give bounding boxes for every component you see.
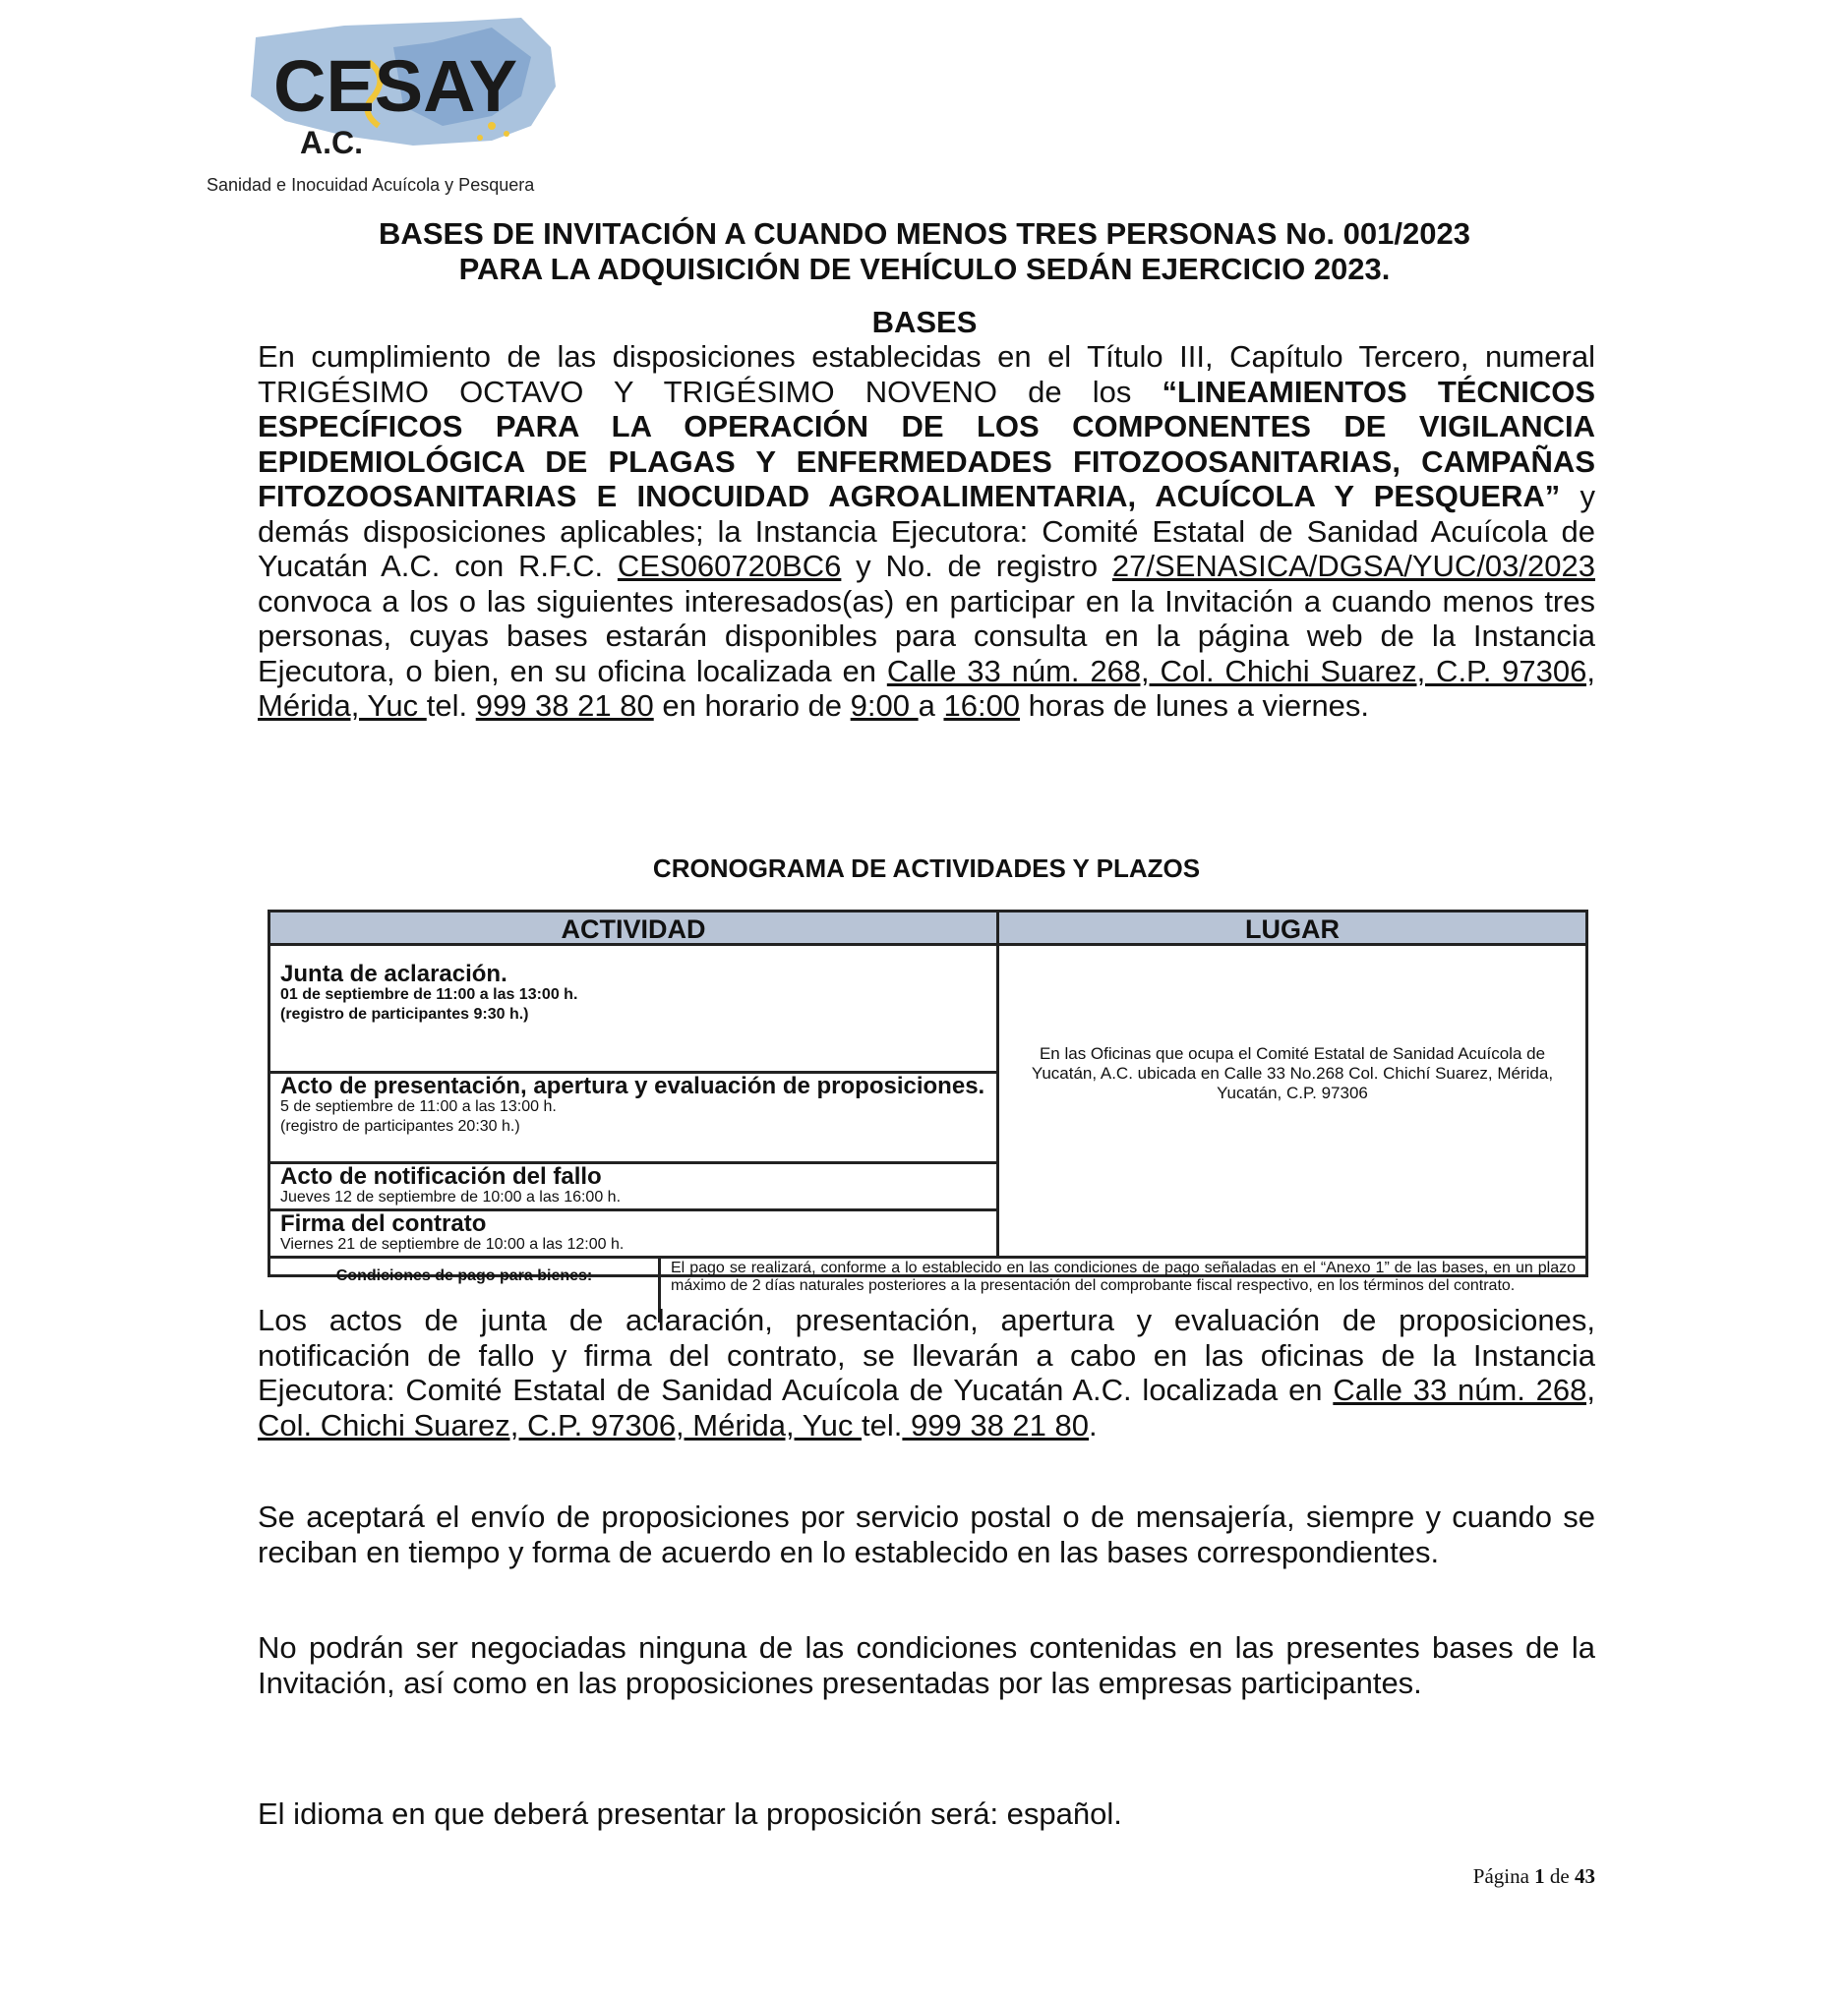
rfc-value: CES060720BC6: [617, 549, 842, 583]
activity-date: Viernes 21 de septiembre de 10:00 a las 12:00 h.: [280, 1236, 625, 1253]
activity-notificacion-fallo: [270, 1164, 999, 1211]
activity-date: Jueves 12 de septiembre de 10:00 a las 16:00 h.: [280, 1189, 622, 1206]
intro-text-3: y No. de registro: [841, 549, 1112, 583]
intro-text-4: convoca a los o las siguientes interesados(as) en participar en la Invitación a cuando menos tres personas, cuyas bases estarán disponibles para consulta en la página web de la Instancia Ejecutora, o bien, en su oficina localizada en: [258, 583, 1595, 688]
actos-end: .: [1089, 1407, 1098, 1442]
document-title-line1: BASES DE INVITACIÓN A CUANDO MENOS TRES PERSONAS No. 001/2023: [379, 216, 1470, 251]
office-phone: 999 38 21 80: [475, 688, 654, 723]
page-total: 43: [1575, 1864, 1595, 1888]
intro-text-5: tel.: [426, 688, 476, 723]
office-address: Calle 33 núm. 268, Col. Chichi Suarez, C.P. 97306, Mérida, Yuc: [258, 653, 1595, 723]
activity-firma-contrato: [270, 1211, 999, 1259]
intro-text-8: horas de lunes a viernes.: [1020, 688, 1370, 723]
cronograma-table: [268, 910, 1588, 1294]
intro-text-2: y demás disposiciones aplicables; la Instancia Ejecutora: Comité Estatal de Sanidad Acuícola de Yucatán A.C. con R.F.C.: [258, 479, 1595, 583]
cesay-logo: [197, 18, 570, 195]
hour-to: 16:00: [943, 688, 1021, 723]
actos-address: Calle 33 núm. 268, Col. Chichi Suarez, C.P. 97306, Mérida, Yuc: [258, 1373, 1595, 1442]
actos-text: Los actos de junta de aclaración, presentación, apertura y evaluación de proposiciones, notificación de fallo y firma del contrato, se llevarán a cabo en las oficinas de la Instancia Ejecutora: Comité Estatal de Sanidad Acuícola de Yucatán A.C. localizada en: [258, 1303, 1595, 1407]
activity-junta-aclaracion: [270, 946, 999, 1074]
lugar-cell: En las Oficinas que ocupa el Comité Estatal de Sanidad Acuícola de Yucatán, A.C. ubicada en Calle 33 No.268 Col. Chichí Suarez, Mérida, Yucatán, C.P. 97306: [999, 946, 1585, 1259]
activity-title: Acto de presentación, apertura y evaluación de proposiciones.: [280, 1074, 985, 1099]
logo-suffix: A.C.: [300, 125, 363, 160]
column-header-lugar: LUGAR: [999, 912, 1585, 946]
column-header-actividad: ACTIVIDAD: [270, 912, 999, 946]
activity-date: 5 de septiembre de 11:00 a las 13:00 h.: [280, 1098, 557, 1115]
activity-registro: (registro de participantes 20:30 h.): [280, 1118, 520, 1135]
cesay-logo-graphic: [197, 18, 570, 170]
page-of: de: [1544, 1864, 1575, 1888]
hour-from: 9:00: [850, 688, 919, 723]
intro-text-7: a: [918, 688, 944, 723]
actos-paragraph: [258, 1303, 1595, 1442]
cronograma-heading: CRONOGRAMA DE ACTIVIDADES Y PLAZOS: [652, 853, 1201, 883]
activity-registro: (registro de participantes 9:30 h.): [280, 1006, 529, 1023]
logo-wordmark: CESAY: [273, 45, 518, 127]
page-current: 1: [1534, 1864, 1545, 1888]
negociacion-paragraph: No podrán ser negociadas ninguna de las condiciones contenidas en las presentes bases de la Invitación, así como en las proposiciones presentadas por las empresas participantes.: [258, 1630, 1595, 1700]
bases-heading: BASES: [871, 305, 978, 339]
registro-value: 27/SENASICA/DGSA/YUC/03/2023: [1111, 549, 1595, 583]
activity-title: Acto de notificación del fallo: [280, 1164, 602, 1190]
logo-tagline: Sanidad e Inocuidad Acuícola y Pesquera: [207, 175, 535, 195]
page-label: Página: [1472, 1864, 1535, 1888]
intro-text-6: en horario de: [653, 688, 851, 723]
activity-date: 01 de septiembre de 11:00 a las 13:00 h.: [280, 986, 578, 1003]
activity-title: Firma del contrato: [280, 1211, 487, 1237]
document-title-line2: PARA LA ADQUISICIÓN DE VEHÍCULO SEDÁN EJERCICIO 2023.: [458, 252, 1391, 286]
activity-presentacion-apertura: [270, 1074, 999, 1164]
actos-tel-label: tel.: [862, 1407, 903, 1442]
page-number: [1377, 1864, 1595, 1889]
activity-title: Junta de aclaración.: [280, 961, 507, 987]
intro-paragraph: [258, 339, 1595, 724]
payment-conditions-label: Condiciones de pago para bienes:: [270, 1259, 661, 1323]
envio-paragraph: Se aceptará el envío de proposiciones por servicio postal o de mensajería, siempre y cuando se reciban en tiempo y forma de acuerdo en lo establecido en las bases correspondientes.: [258, 1500, 1595, 1569]
payment-conditions-text: El pago se realizará, conforme a lo establecido en las condiciones de pago señaladas en el “Anexo 1” de las bases, en un plazo máximo de 2 días naturales posteriores a la presentación del comprobante fiscal respectivo, en los términos del contrato.: [671, 1260, 1576, 1294]
idioma-paragraph: El idioma en que deberá presentar la proposición será: español.: [258, 1796, 1122, 1831]
actos-phone: 999 38 21 80: [902, 1407, 1090, 1442]
lineamientos-title: “LINEAMIENTOS TÉCNICOS ESPECÍFICOS PARA LA OPERACIÓN DE LOS COMPONENTES DE VIGILANCIA EPIDEMIOLÓGICA DE PLAGAS Y ENFERMEDADES FITOZOOSANITARIAS, CAMPAÑAS FITOZOOSANITARIAS E INOCUIDAD AGROALIMENTARIA, ACUÍCOLA Y PESQUERA”: [258, 374, 1595, 513]
intro-text-1: En cumplimiento de las disposiciones establecidas en el Título III, Capítulo Tercero, numeral TRIGÉSIMO OCTAVO Y TRIGÉSIMO NOVENO de los: [258, 339, 1595, 409]
